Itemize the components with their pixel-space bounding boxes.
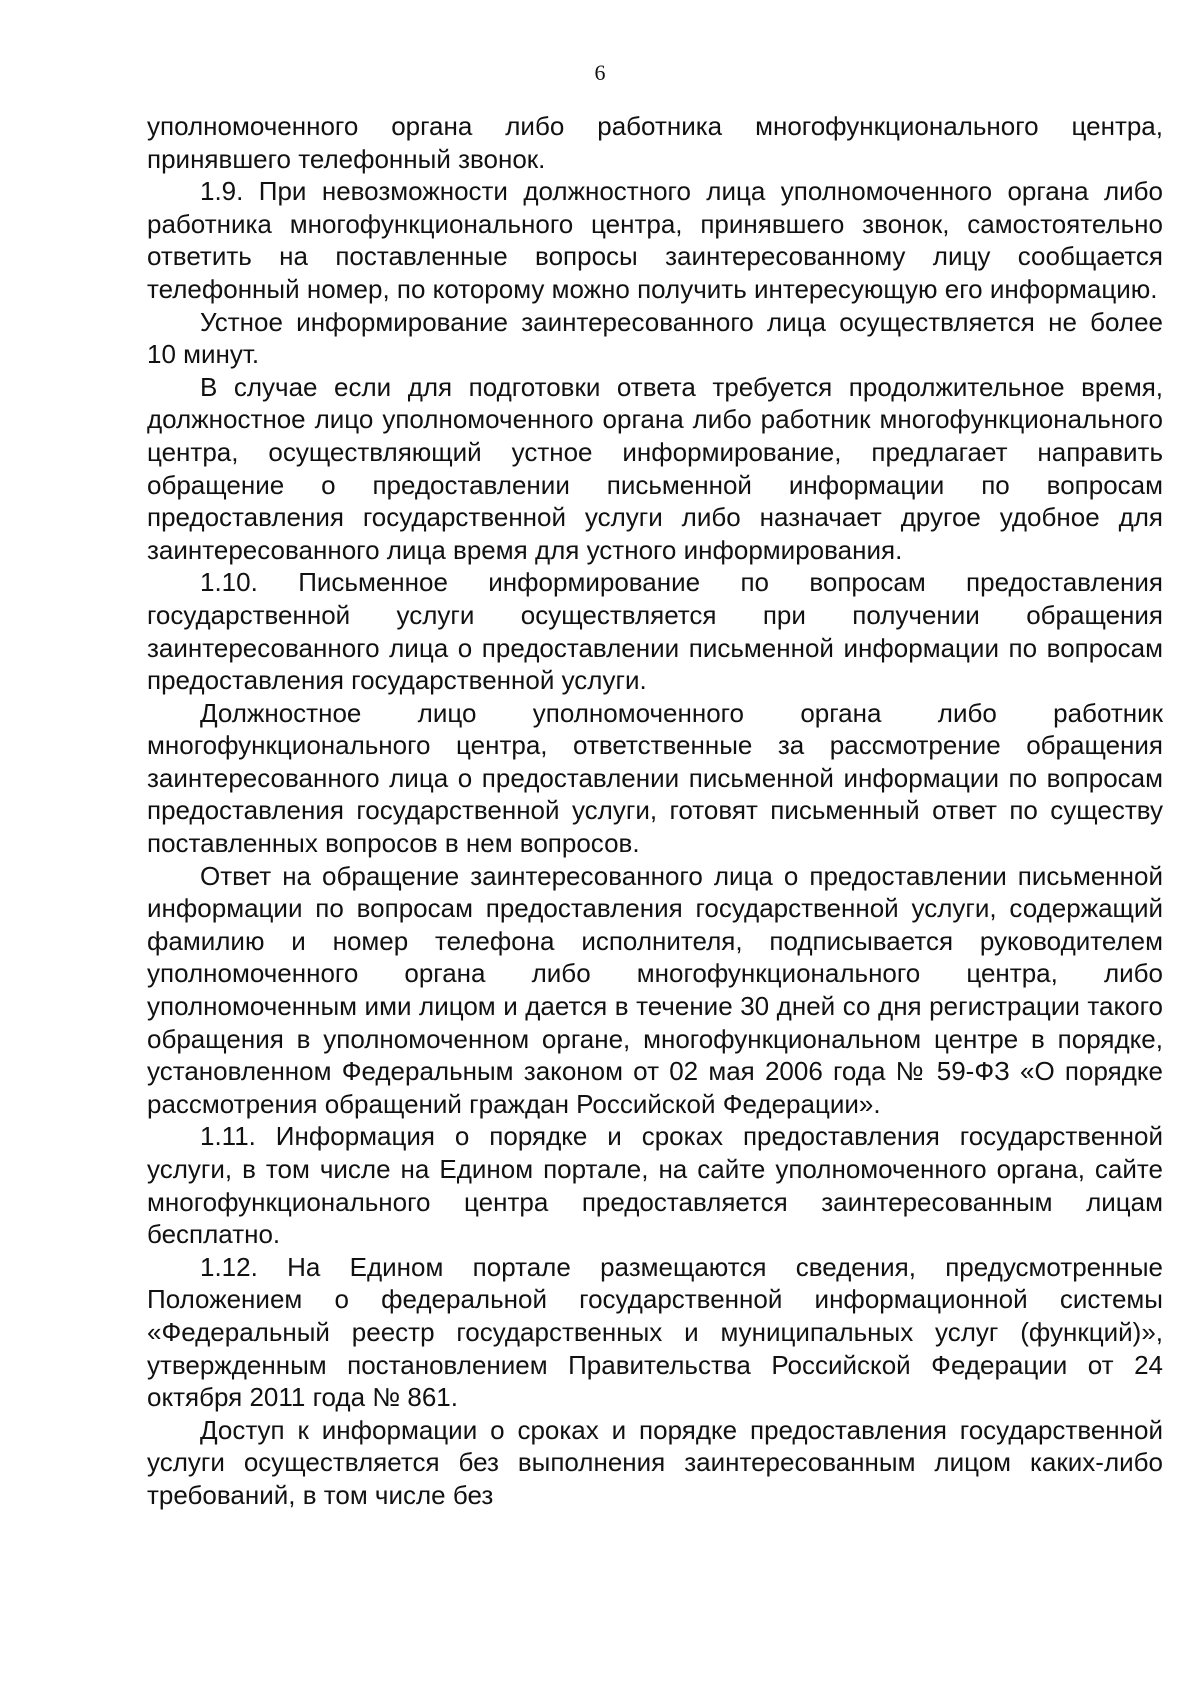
paragraph-oral-duration: Устное информирование заинтересованного лица осуществляется не более 10 минут. [147,306,1163,370]
paragraph-long-answer: В случае если для подготовки ответа требуется продолжительное время, должностное лицо уполномоченного органа либо работник многофункционального центра, осуществляющий устное информирование, предлагает направить обращение о предоставлении письменной информации по вопросам предоставления государственной услуги либо назначает другое удобное для заинтересованного лица время для устного информирования. [147,371,1163,565]
paragraph-written-answer: Ответ на обращение заинтересованного лица о предоставлении письменной информации по вопросам предоставления государственной услуги, содержащий фамилию и номер телефона исполнителя, подписывается руководителем уполномоченного органа либо многофункционального центра, либо уполномоченным ими лицом и дается в течение 30 дней со дня регистрации такого обращения в уполномоченном органе, многофункциональном центре в порядке, установленном Федеральным законом от 02 мая 2006 года № 59-ФЗ «О порядке рассмотрения обращений граждан Российской Федерации». [147,860,1163,1119]
paragraph-access: Доступ к информации о сроках и порядке предоставления государственной услуги осуществляется без выполнения заинтересованным лицом каких-либо требований, в том числе без [147,1414,1163,1510]
paragraph-continuation: уполномоченного органа либо работника многофункционального центра, принявшего телефонный звонок. [147,111,1163,174]
paragraph-responsible-official: Должностное лицо уполномоченного органа либо работник многофункционального центра, ответственные за рассмотрение обращения заинтересованного лица о предоставлении письменной информации по вопросам предоставления государственной услуги, готовят письменный ответ по существу поставленных вопросов в нем вопросов. [147,697,1163,859]
page-number: 6 [594,60,606,85]
paragraph-1-10: 1.10. Письменное информирование по вопросам предоставления государственной услуги осуществляется при получении обращения заинтересованного лица о предоставлении письменной информации по вопросам предоставления государственной услуги. [147,567,1163,696]
paragraph-1-12: 1.12. На Едином портале размещаются сведения, предусмотренные Положением о федеральной государственной информационной системы «Федеральный реестр государственных и муниципальных услуг (функций)», утвержденным постановлением Правительства Российской Федерации от 24 октября 2011 года № 861. [147,1251,1163,1413]
paragraph-1-9: 1.9. При невозможности должностного лица уполномоченного органа либо работника многофункционального центра, принявшего звонок, самостоятельно ответить на поставленные вопросы заинтересованному лицу сообщается телефонный номер, по которому можно получить интересующую его информацию. [147,176,1163,304]
paragraph-1-11: 1.11. Информация о порядке и сроках предоставления государственной услуги, в том числе на Едином портале, на сайте уполномоченного органа, сайте многофункционального центра предоставляется заинтересованным лицам бесплатно. [147,1121,1163,1250]
body-text [147,110,1163,1512]
